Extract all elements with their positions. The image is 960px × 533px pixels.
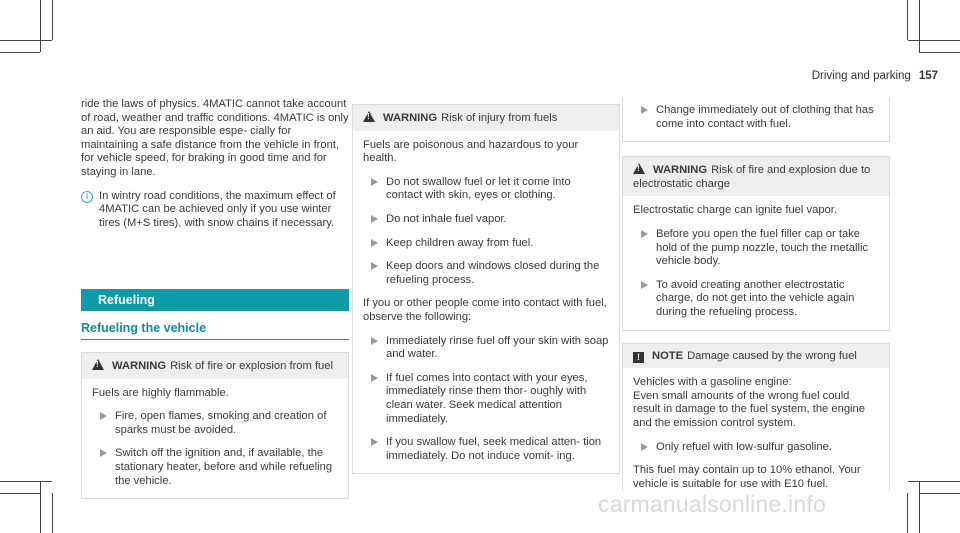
- warning-body: [623, 196, 889, 329]
- list-item: [92, 447, 338, 488]
- list-item: [363, 213, 609, 227]
- bullet-text: Fire, open flames, smoking and creation of sparks must be avoided.: [115, 410, 327, 436]
- bullet-text: Change immediately out of clothing that has come into contact with fuel.: [656, 104, 874, 130]
- crop-mark: [919, 481, 920, 533]
- warning-box: [352, 104, 620, 474]
- arrow-bullet-icon: [100, 449, 107, 457]
- note-box: [622, 343, 890, 492]
- list-item: [633, 441, 879, 455]
- warning-body: [353, 131, 619, 474]
- column-1: [81, 98, 349, 499]
- list-item: [363, 335, 609, 362]
- arrow-bullet-icon: [371, 178, 378, 186]
- arrow-bullet-icon: [641, 443, 648, 451]
- bullet-text: If you swallow fuel, seek medical atten- tion immediately. Do not induce vomit- ing.: [386, 436, 602, 462]
- crop-mark: [907, 0, 908, 40]
- note-title: Damage caused by the wrong fuel: [687, 349, 857, 362]
- crop-mark: [52, 493, 53, 533]
- crop-mark: [919, 493, 960, 494]
- arrow-bullet-icon: [371, 239, 378, 247]
- warning-header: [353, 105, 619, 131]
- arrow-bullet-icon: [371, 438, 378, 446]
- arrow-bullet-icon: [371, 262, 378, 270]
- list-item: [92, 410, 338, 437]
- bullet-text: Only refuel with low-sulfur gasoline.: [656, 440, 832, 453]
- bullet-text: If fuel comes into contact with your eyes, immediately rinse them thor- oughly with clean water. Seek medical attention immediately.: [386, 371, 588, 425]
- bullet-text: Keep doors and windows closed during the refueling process.: [386, 260, 600, 286]
- warning-keyword: WARNING: [653, 164, 708, 177]
- arrow-bullet-icon: [371, 337, 378, 345]
- crop-mark: [0, 52, 40, 53]
- list-item: [363, 237, 609, 251]
- column-2: [352, 104, 620, 474]
- section-name: Driving and parking: [811, 70, 911, 82]
- warning-text: Electrostatic charge can ignite fuel vapor.: [633, 204, 837, 217]
- warning-text: Fuels are poisonous and hazardous to your health.: [363, 138, 579, 165]
- warning-text: Fuels are highly flammable.: [92, 386, 229, 399]
- arrow-bullet-icon: [641, 281, 648, 289]
- warning-title: Risk of fire and explosion due to electrostatic charge: [633, 164, 871, 190]
- arrow-bullet-icon: [371, 374, 378, 382]
- warning-icon: [363, 111, 375, 122]
- crop-mark: [908, 481, 960, 482]
- bullet-text: Do not swallow fuel or let it come into contact with skin, eyes or clothing.: [386, 175, 571, 202]
- warning-header: [623, 157, 889, 196]
- note-body: [623, 368, 889, 491]
- bullet-text: Before you open the fuel filler cap or take hold of the pump nozzle, touch the metallic vehicle body.: [656, 227, 869, 268]
- bullet-text: Keep children away from fuel.: [386, 236, 534, 249]
- warning-box: [622, 156, 890, 330]
- note-text-2: Even small amounts of the wrong fuel could result in damage to the fuel system, the engine and the emission control system.: [633, 389, 865, 429]
- warning-header: [82, 353, 348, 379]
- section-title: Refueling: [81, 289, 349, 311]
- bullet-text: Immediately rinse fuel off your skin with soap and water.: [386, 334, 609, 361]
- warning-title: Risk of injury from fuels: [441, 112, 558, 124]
- warning-title: Risk of fire or explosion from fuel: [170, 359, 333, 372]
- warning-body: [82, 379, 348, 499]
- crop-mark: [40, 481, 41, 533]
- bullet-text: Do not inhale fuel vapor.: [386, 212, 507, 225]
- crop-mark: [0, 493, 40, 494]
- subsection-title: Refueling the vehicle: [81, 322, 349, 340]
- watermark: carmanualsonline.info: [598, 491, 826, 517]
- note-text-1: Vehicles with a gasoline engine:: [633, 376, 792, 389]
- arrow-bullet-icon: [641, 230, 648, 238]
- crop-mark: [919, 0, 920, 52]
- warning-icon: [633, 163, 645, 174]
- warning-keyword: WARNING: [383, 112, 438, 124]
- list-item: [363, 436, 609, 463]
- intro-paragraph: ride the laws of physics. 4MATIC cannot take account of road, weather and traffic conditions. 4MATIC is only an aid. You are responsible espe- cially for maintaining a safe distance from the vehicle in front, for vehicle speed, for braking in good time and for staying in lane.: [81, 98, 349, 178]
- note-text-3: This fuel may contain up to 10% ethanol. Your vehicle is suitable for use with E10 fuel.: [633, 464, 861, 490]
- warning-body: [623, 98, 889, 141]
- note-icon: !: [633, 352, 644, 363]
- crop-mark: [908, 40, 960, 41]
- warning-keyword: WARNING: [112, 359, 167, 372]
- warning-text-2: If you or other people come into contact with fuel, observe the following:: [363, 297, 607, 323]
- list-item: [633, 279, 879, 320]
- bullet-text: Switch off the ignition and, if available, the stationary heater, before and while refueling the vehicle.: [115, 447, 333, 487]
- list-item: [633, 104, 879, 131]
- info-icon: i: [81, 191, 93, 203]
- crop-mark: [919, 52, 960, 53]
- crop-mark: [0, 40, 52, 41]
- page-header: [812, 70, 938, 84]
- crop-mark: [907, 493, 908, 533]
- crop-mark: [52, 0, 53, 40]
- warning-box-continued: [622, 98, 890, 142]
- list-item: [633, 228, 879, 269]
- list-item: [363, 260, 609, 287]
- list-item: [363, 176, 609, 203]
- info-text: In wintry road conditions, the maximum effect of 4MATIC can be achieved only if you use winter tires (M+S tires), with snow chains if necessary.: [99, 189, 336, 229]
- page-number: 157: [918, 70, 938, 82]
- note-keyword: NOTE: [652, 349, 684, 362]
- warning-box: [81, 352, 349, 499]
- warning-icon: [92, 359, 104, 370]
- note-header: [623, 344, 889, 369]
- arrow-bullet-icon: [371, 215, 378, 223]
- crop-mark: [40, 0, 41, 52]
- bullet-text: To avoid creating another electrostatic charge, do not get into the vehicle again during the refueling process.: [656, 278, 855, 318]
- column-3: [622, 98, 890, 491]
- arrow-bullet-icon: [641, 106, 648, 114]
- arrow-bullet-icon: [100, 412, 107, 420]
- list-item: [363, 372, 609, 426]
- crop-mark: [0, 481, 52, 482]
- info-note: [81, 190, 349, 231]
